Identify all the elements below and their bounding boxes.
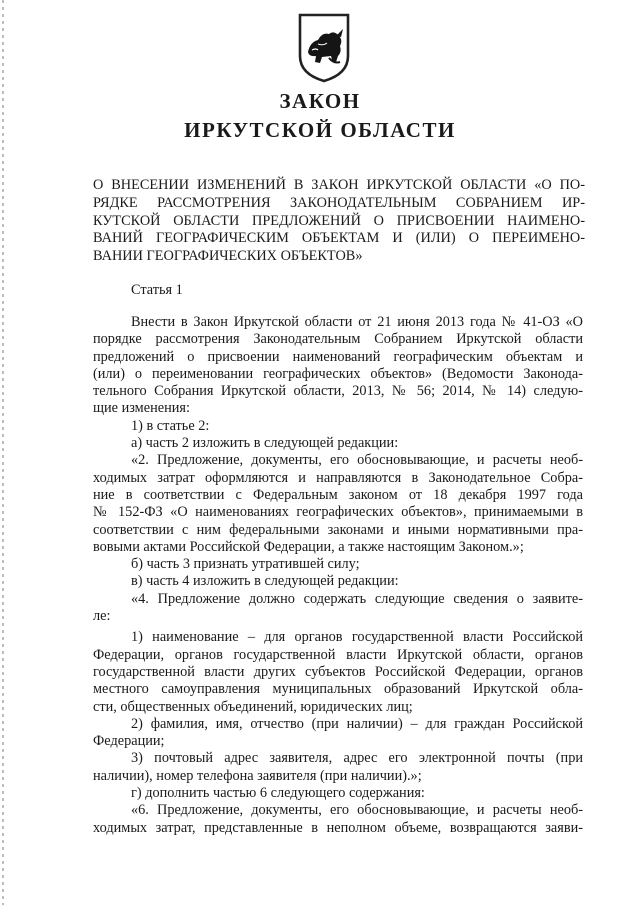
body-line: тельного Собрания Иркутской области, 2013, № 56; 2014, № 14) следую- [93,383,583,400]
body-line: № 152-ФЗ «О наименованиях географических объектов», принимаемыми в [93,504,583,521]
body-line: ние в соответствии с Федеральным законом от 18 декабря 1997 года [93,486,583,503]
subject-line: РЯДКЕ РАССМОТРЕНИЯ ЗАКОНОДАТЕЛЬНЫМ СОБРАНИЕМ ИР- [93,194,585,211]
body-line: 2) фамилия, имя, отчество (при наличии) – для граждан Российской [131,715,583,732]
body-line: вовыми актами Российской Федерации, а также настоящим Законом.»; [93,538,524,555]
body-line: а) часть 2 изложить в следующей редакции: [131,435,399,452]
body-line: ходимых затрат оформляются и направляются в Законодательное Собра- [93,469,583,486]
body-line: 1) в статье 2: [131,417,210,434]
irkutsk-coat-of-arms-icon [296,12,352,84]
subject-line: КУТСКОЙ ОБЛАСТИ ПРЕДЛОЖЕНИЙ О ПРИСВОЕНИИ НАИМЕНО- [93,212,585,229]
body-line: «4. Предложение должно содержать следующие сведения о заявите- [131,590,583,607]
body-line: б) часть 3 признать утратившей силу; [131,556,360,573]
body-line: Федерации; [93,733,165,750]
law-title-line1: ЗАКОН [279,89,361,113]
body-line: наличии), номер телефона заявителя (при наличии).»; [93,767,422,784]
body-line: Федерации, органов государственной власти Иркутской области, органов [93,646,583,663]
subject-line: ВАНИИ ГЕОГРАФИЧЕСКИХ ОБЪЕКТОВ» [93,248,363,265]
body-line: Внести в Закон Иркутской области от 21 июня 2013 года № 41-ОЗ «О [131,314,583,330]
body-line: соответствии с ним федеральными законами и иными нормативными пра- [93,521,583,538]
article-body [93,314,583,837]
body-line: местного самоуправления муниципальных образований Иркутской обла- [93,681,583,698]
law-title-line2: ИРКУТСКОЙ ОБЛАСТИ [184,118,456,142]
body-line: 1) наименование – для органов государственной власти Российской [131,629,583,646]
body-line: г) дополнить частью 6 следующего содержания: [131,785,425,802]
body-line: (или) о переименовании географических объектов» (Ведомости Законода- [93,365,583,382]
body-line: сти, общественных объединений, юридических лиц; [93,698,413,715]
body-line: в) часть 4 изложить в следующей редакции: [131,573,399,590]
body-line: ходимых затрат, представленные в неполном объеме, возвращаются заяви- [93,819,583,836]
body-line: щие изменения: [93,400,190,417]
body-line: «2. Предложение, документы, его обосновывающие, и расчеты необ- [131,452,583,469]
subject-line: О ВНЕСЕНИИ ИЗМЕНЕНИЙ В ЗАКОН ИРКУТСКОЙ ОБЛАСТИ «О ПО- [93,177,585,193]
body-line: ле: [93,608,111,625]
article-heading: Статья 1 [131,282,183,298]
law-subject-heading [93,177,585,266]
body-line: порядке рассмотрения Законодательным Собранием Иркутской области [93,331,583,348]
subject-line: ВАНИЙ ГЕОГРАФИЧЕСКИМ ОБЪЕКТАМ И (ИЛИ) О ПЕРЕИМЕНО- [93,230,585,247]
body-line: 3) почтовый адрес заявителя, адрес его электронной почты (при [131,750,583,767]
body-line: предложений о присвоении наименований географическим объектам и [93,348,583,365]
body-line: государственной власти других субъектов Российской Федерации, органов [93,663,583,680]
body-line: «6. Предложение, документы, его обосновывающие, и расчеты необ- [131,802,583,819]
